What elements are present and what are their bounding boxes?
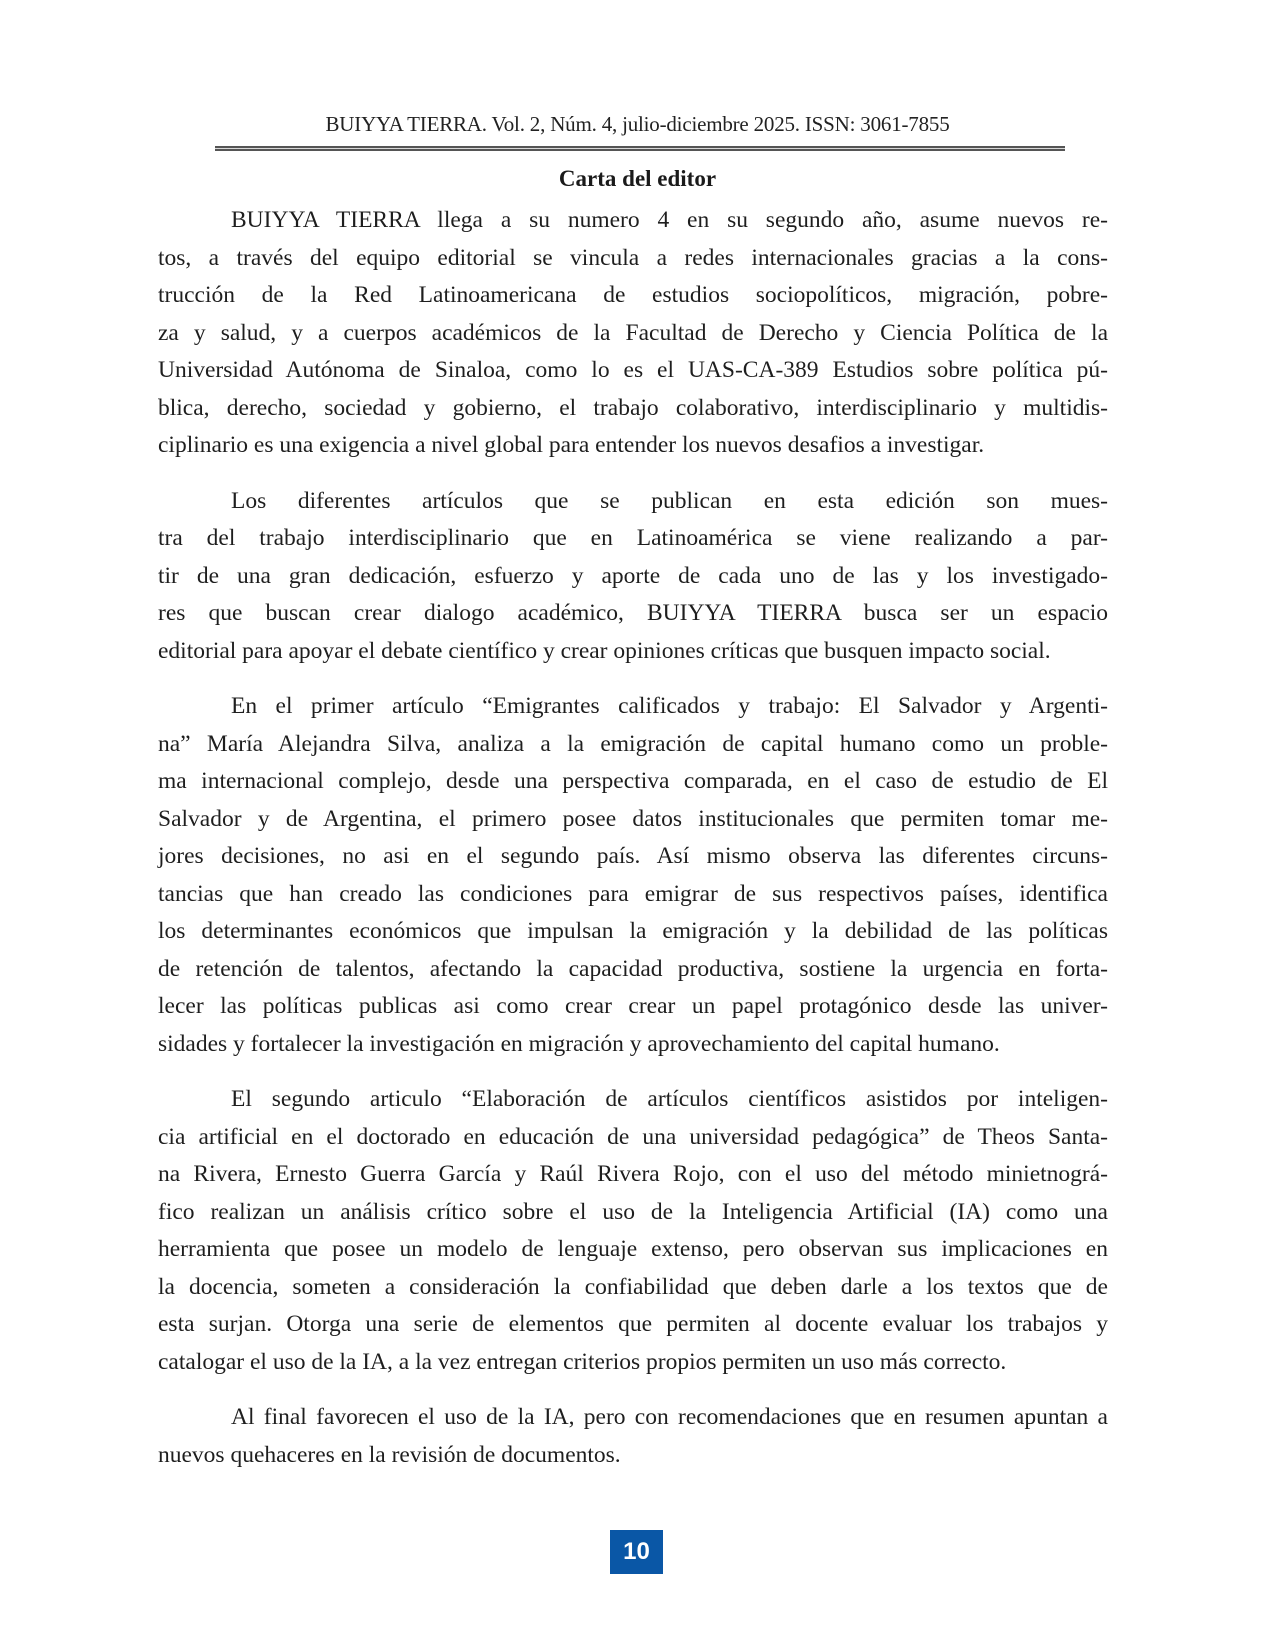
text-line: BUIYYA TIERRA llega a su numero 4 en su segundo año, asume nuevos re- xyxy=(231,207,1108,233)
text-line: En el primer artículo “Emigrantes calificados y trabajo: El Salvador y Argenti- xyxy=(231,693,1108,719)
paragraph-2 xyxy=(158,483,1108,671)
text-line: esta surjan. Otorga una serie de elementos que permiten al docente evaluar los trabajos y xyxy=(158,1311,1108,1337)
text-line: de retención de talentos, afectando la capacidad productiva, sostiene la urgencia en forta- xyxy=(158,955,1108,982)
text-line: fico realizan un análisis crítico sobre el uso de la Inteligencia Artificial (IA) como una xyxy=(158,1198,1108,1225)
text-line: ma internacional complejo, desde una perspectiva comparada, en el caso de estudio de El xyxy=(158,768,1108,794)
page-title: Carta del editor xyxy=(558,166,717,191)
page-number-badge: 10 xyxy=(610,1530,663,1574)
text-line: ciplinario es una exigencia a nivel global para entender los nuevos desafios a investigar. xyxy=(158,432,985,458)
text-line: na Rivera, Ernesto Guerra García y Raúl Rivera Rojo, con el uso del método minietnográ- xyxy=(158,1161,1108,1187)
text-line: El segundo articulo “Elaboración de artículos científicos asistidos por inteligen- xyxy=(231,1086,1108,1112)
text-line: herramienta que posee un modelo de lenguaje extenso, pero observan sus implicaciones en xyxy=(158,1236,1108,1262)
text-line: editorial para apoyar el debate científico y crear opiniones críticas que busquen impacto social. xyxy=(158,637,1051,664)
running-header: BUIYYA TIERRA. Vol. 2, Núm. 4, julio-diciembre 2025. ISSN: 3061-7855 xyxy=(325,112,950,136)
article-body xyxy=(158,202,1108,1492)
text-line: trucción de la Red Latinoamericana de estudios sociopolíticos, migración, pobre- xyxy=(158,282,1108,308)
text-line: tancias que han creado las condiciones para emigrar de sus respectivos países, identifica xyxy=(158,880,1108,907)
paragraph-3 xyxy=(158,688,1108,1063)
header-double-rule xyxy=(215,146,1065,151)
paragraph-4 xyxy=(158,1081,1108,1381)
text-line: la docencia, someten a consideración la confiabilidad que deben darle a los textos que de xyxy=(158,1273,1108,1300)
text-line: Los diferentes artículos que se publican en esta edición son mues- xyxy=(231,487,1108,514)
text-line: tos, a través del equipo editorial se vincula a redes internacionales gracias a la cons- xyxy=(158,244,1108,271)
text-line: cia artificial en el doctorado en educación de una universidad pedagógica” de Theos Santa- xyxy=(158,1123,1108,1150)
text-line: blica, derecho, sociedad y gobierno, el trabajo colaborativo, interdisciplinario y multidis- xyxy=(158,394,1108,421)
text-line: tir de una gran dedicación, esfuerzo y aporte de cada uno de las y los investigado- xyxy=(158,562,1108,589)
text-line: lecer las políticas publicas asi como crear crear un papel protagónico desde las univer- xyxy=(158,993,1108,1019)
text-line: Salvador y de Argentina, el primero posee datos institucionales que permiten tomar me- xyxy=(158,805,1108,832)
text-line: Universidad Autónoma de Sinaloa, como lo es el UAS-CA-389 Estudios sobre política pú- xyxy=(158,357,1108,383)
text-line: na” María Alejandra Silva, analiza a la emigración de capital humano como un proble- xyxy=(158,730,1108,757)
text-line: nuevos quehaceres en la revisión de documentos. xyxy=(158,1441,621,1468)
paragraph-1 xyxy=(158,202,1108,465)
text-line: res que buscan crear dialogo académico, BUIYYA TIERRA busca ser un espacio xyxy=(158,600,1108,626)
text-line: jores decisiones, no asi en el segundo país. Así mismo observa las diferentes circuns- xyxy=(158,843,1108,869)
paragraph-5 xyxy=(158,1399,1108,1474)
text-line: los determinantes económicos que impulsan la emigración y la debilidad de las políticas xyxy=(158,918,1108,944)
text-line: tra del trabajo interdisciplinario que en Latinoamérica se viene realizando a par- xyxy=(158,525,1108,551)
text-line: Al final favorecen el uso de la IA, pero con recomendaciones que en resumen apuntan a xyxy=(231,1404,1108,1430)
text-line: za y salud, y a cuerpos académicos de la Facultad de Derecho y Ciencia Política de la xyxy=(158,319,1108,346)
text-line: catalogar el uso de la IA, a la vez entregan criterios propios permiten un uso más correcto. xyxy=(158,1348,1007,1375)
text-line: sidades y fortalecer la investigación en migración y aprovechamiento del capital humano. xyxy=(158,1030,1000,1057)
